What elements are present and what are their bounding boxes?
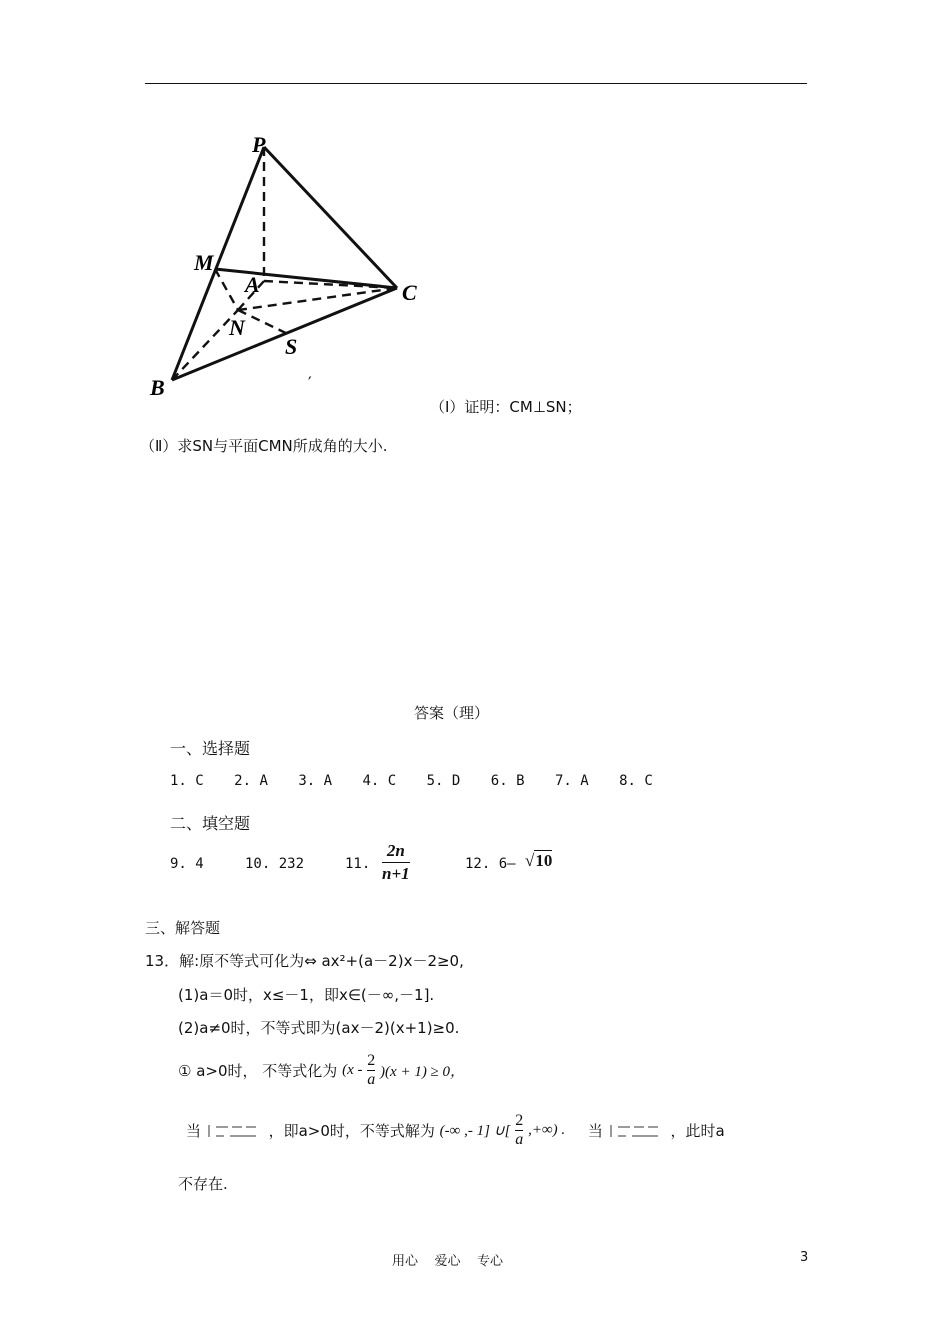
fill-q10: 10. 232 — [245, 856, 305, 872]
answers-title: 答案（理） — [414, 704, 490, 722]
section-multiple-choice: 一、选择题 — [170, 739, 251, 758]
fill-q11-fraction — [382, 841, 410, 884]
line5-tail: ，此时a — [670, 1122, 725, 1140]
section-fill-in: 二、填空题 — [170, 814, 251, 833]
fraction-numerator: 2n — [386, 841, 405, 860]
edge-MC — [215, 269, 397, 288]
q13-line3: (2)a≠0时，不等式即为(ax－2)(x+1)≥0. — [178, 1019, 460, 1037]
label-C: C — [402, 280, 417, 305]
problem-part1: （Ⅰ）证明：CM⊥SN； — [430, 398, 582, 416]
section-solutions: 三、解答题 — [145, 919, 221, 937]
page-number: 3 — [800, 1250, 809, 1265]
choice-item: 3. A — [298, 773, 333, 789]
fraction-denominator: n+1 — [382, 864, 410, 883]
edge-NS — [238, 310, 290, 335]
q13-line4 — [178, 1052, 465, 1089]
fraction-denominator: a — [367, 1071, 376, 1088]
label-N: N — [229, 315, 245, 340]
header-rule — [145, 83, 807, 84]
fraction-denominator: a — [515, 1131, 524, 1148]
line4-fraction — [367, 1052, 375, 1089]
label-P: P — [252, 132, 266, 157]
choice-item: 5. D — [426, 773, 461, 789]
edge-PC — [264, 147, 397, 288]
choice-item: 4. C — [362, 773, 397, 789]
sqrt-sign: √ — [525, 851, 535, 870]
choice-item: 7. A — [554, 773, 589, 789]
label-B: B — [150, 375, 165, 400]
fill-q12-sqrt — [525, 851, 552, 871]
q13-line5 — [186, 1112, 725, 1149]
line5-when: 当 — [186, 1122, 202, 1140]
line4-prefix: ① a>0时， 不等式化为 — [178, 1062, 338, 1080]
q13-line2: (1)a＝0时，x≤－1，即x∈(－∞,－1]. — [178, 986, 435, 1004]
line4-expr-close: )(x + 1) ≥ 0， — [380, 1064, 466, 1080]
fraction-numerator: 2 — [515, 1112, 524, 1129]
line5-when-2: 当 — [587, 1122, 603, 1140]
choice-item: 6. B — [490, 773, 525, 789]
choice-item: 1. C — [170, 773, 204, 789]
q13-line6: 不存在. — [178, 1175, 228, 1193]
choice-item: 8. C — [619, 773, 653, 789]
fraction-numerator: 2 — [367, 1052, 376, 1069]
fill-q9: 9. 4 — [170, 856, 204, 872]
label-S: S — [285, 334, 298, 359]
q13-line1: 13．解:原不等式可化为⇔ ax²+(a－2)x－2≥0, — [145, 952, 464, 970]
garbled-system-image — [608, 1122, 666, 1140]
label-A: A — [245, 272, 260, 297]
line5-interval-end: ,+∞) . — [528, 1122, 566, 1138]
garbled-system-image — [206, 1122, 264, 1140]
edge-PB — [172, 147, 264, 380]
fill-q12-label: 12. 6— — [465, 856, 516, 872]
line4-expr-open: (x - — [342, 1062, 363, 1078]
footer-slogan: 用心 爱心 专心 — [392, 1254, 504, 1269]
line5-interval: (-∞ ,- 1] ∪[ — [439, 1123, 511, 1139]
label-M: M — [194, 250, 214, 275]
choice-item: 2. A — [234, 773, 268, 789]
line5-text: ，即a>0时，不等式解为 — [268, 1122, 435, 1140]
sqrt-radicand: 10 — [535, 851, 553, 870]
edge-MN — [215, 269, 238, 310]
fraction-bar — [382, 862, 410, 863]
pyramid-figure — [140, 130, 440, 400]
stray-mark: ′ — [308, 373, 312, 392]
line5-fraction — [515, 1112, 523, 1149]
choice-answers — [170, 773, 675, 789]
fill-q11-label: 11. — [345, 856, 371, 872]
problem-part2: （Ⅱ）求SN与平面CMN所成角的大小. — [140, 437, 388, 455]
fill-answers — [170, 838, 590, 892]
